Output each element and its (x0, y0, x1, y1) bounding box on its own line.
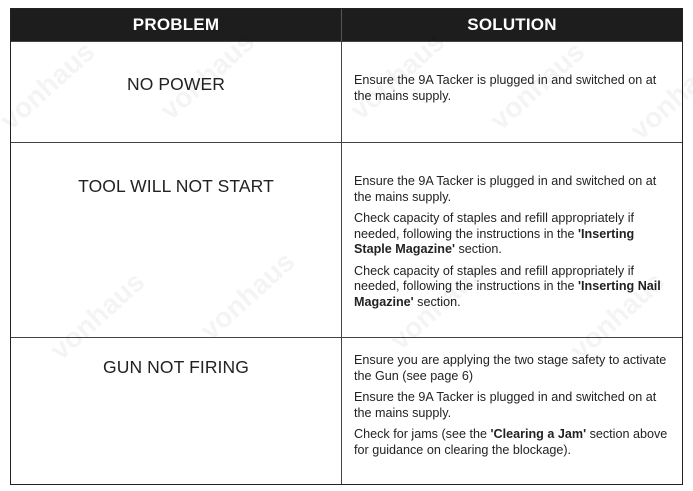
problem-text: NO POWER (126, 74, 226, 94)
solution-text (354, 73, 670, 104)
problem-column-header: PROBLEM (11, 9, 342, 41)
problem-text: GUN NOT FIRING (103, 357, 249, 377)
solution-text-bold: 'Inserting Nail Magazine' (354, 279, 661, 309)
problem-cell (11, 143, 342, 337)
solution-text-run: section. (454, 242, 502, 256)
solution-text-run: Check capacity of staples and refill appropriately if needed, following the instructions in the (354, 263, 635, 293)
solution-text-run: Ensure the 9A Tacker is plugged in and switched on at the mains supply. (354, 390, 657, 420)
table-row (11, 337, 682, 484)
solution-text-run: section above for guidance on clearing the blockage). (354, 427, 668, 457)
solution-text (354, 211, 670, 258)
solution-column-header: SOLUTION (467, 15, 557, 34)
solution-text (354, 427, 670, 458)
solution-text (354, 264, 670, 311)
table-header (11, 9, 682, 41)
solution-text-run: Check capacity of staples and refill appropriately if needed, following the instructions in the (354, 211, 635, 241)
solution-text-run: section. (413, 294, 461, 309)
solution-text-run: Ensure the 9A Tacker is plugged in and switched on at the mains supply. (354, 174, 657, 204)
solution-text (354, 390, 670, 421)
solution-text-bold: 'Inserting Staple Magazine' (354, 226, 635, 256)
solution-cell (342, 143, 682, 337)
solution-cell (342, 338, 682, 484)
problem-text: TOOL WILL NOT START (78, 176, 274, 196)
table-row (11, 41, 682, 142)
solution-text-run: Check for jams (see the (354, 427, 491, 441)
problem-cell (11, 338, 342, 484)
solution-text (354, 174, 670, 205)
troubleshooting-table (10, 8, 683, 485)
solution-cell (342, 42, 682, 142)
solution-text-run: Ensure the 9A Tacker is plugged in and switched on at the mains supply. (354, 73, 657, 103)
solution-text-bold: 'Clearing a Jam' (490, 427, 587, 441)
problem-cell (11, 42, 342, 142)
solution-text (354, 353, 670, 384)
table-row (11, 142, 682, 337)
solution-text-run: Ensure you are applying the two stage safety to activate the Gun (see page 6) (354, 353, 667, 383)
